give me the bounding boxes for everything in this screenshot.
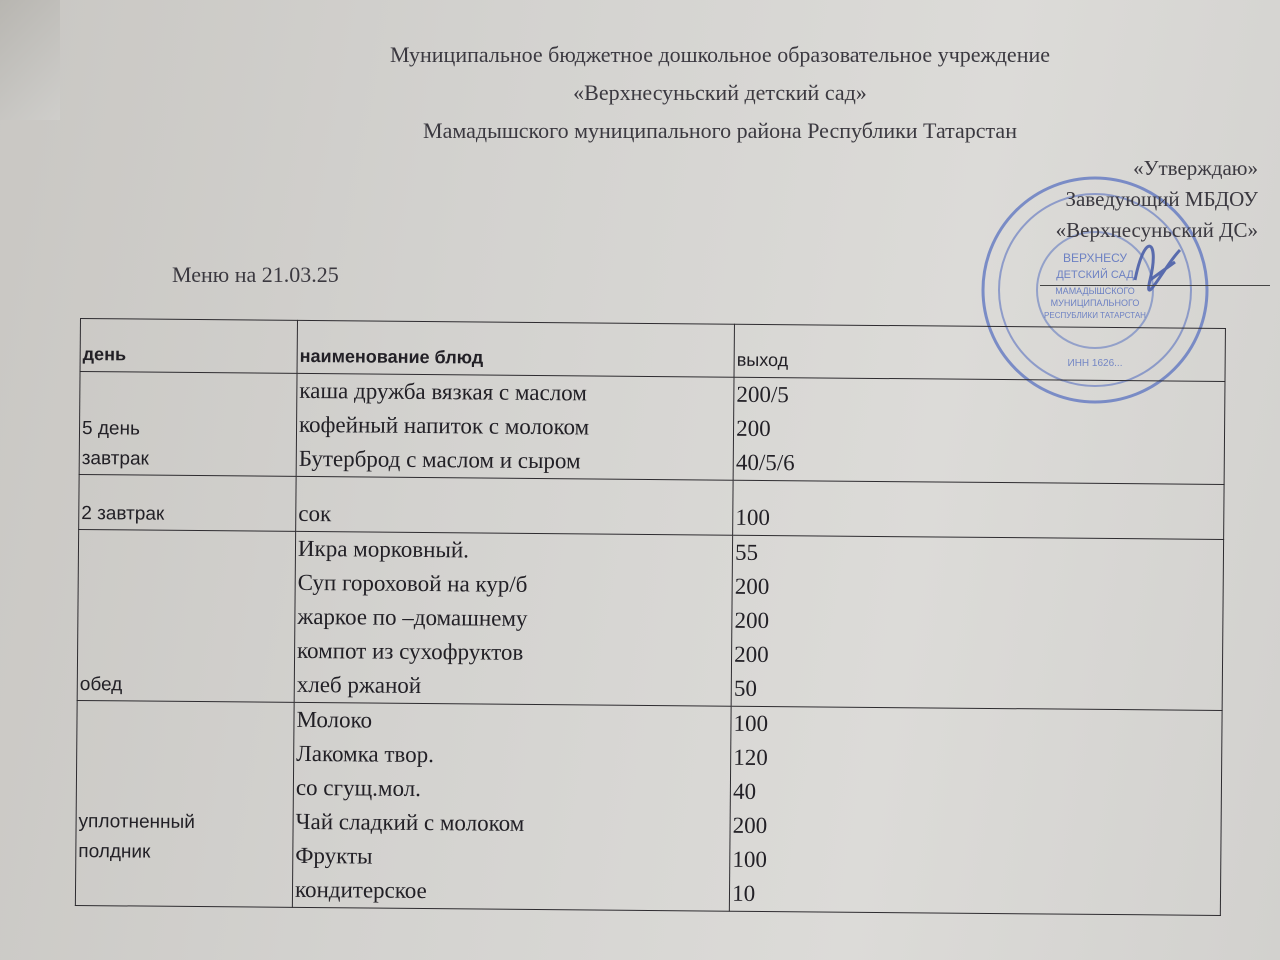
output-cell (731, 535, 1223, 710)
output-value: 40/5/6 (735, 449, 795, 476)
svg-text:МУНИЦИПАЛЬНОГО: МУНИЦИПАЛЬНОГО (1050, 298, 1140, 308)
output-value: 40 (732, 778, 757, 804)
menu-title: Меню на 21.03.25 (172, 262, 339, 287)
output-value: 55 (734, 539, 759, 565)
output-value: 200 (736, 415, 771, 442)
header-output: выход (734, 324, 1225, 381)
dish-name: компот из сухофруктов (296, 637, 524, 665)
output-cell (733, 480, 1224, 539)
day-label: обед (79, 674, 123, 696)
output-cell (733, 377, 1225, 484)
svg-text:МАМАДЫШСКОГО: МАМАДЫШСКОГО (1055, 286, 1135, 296)
day-cell (75, 700, 294, 907)
header-day: день (80, 319, 297, 374)
output-value: 100 (732, 846, 768, 873)
approval-line-1: «Утверждаю» (1133, 156, 1258, 180)
dishes-cell (292, 702, 731, 911)
output-value: 200 (734, 607, 770, 634)
header-line-3: Мамадышского муниципального района Республики Татарстан (423, 118, 1017, 143)
header-line-2: «Верхнесуньский детский сад» (573, 80, 867, 105)
signature-line (1040, 285, 1270, 286)
output-value: 50 (733, 675, 758, 701)
output-value: 200 (734, 573, 770, 600)
day-label: полдник (78, 841, 151, 863)
day-label: 5 день (81, 418, 141, 440)
header-line-1: Муниципальное бюджетное дошкольное образовательное учреждение (390, 42, 1050, 67)
output-value: 100 (735, 504, 771, 531)
approval-line-2: Заведующий МБДОУ (1065, 187, 1258, 211)
day-cell (79, 474, 296, 531)
output-value: 200 (732, 812, 768, 839)
output-value: 200/5 (736, 381, 789, 408)
output-value: 200 (734, 641, 769, 668)
dish-name: Фрукты (295, 842, 373, 869)
dish-name: Лакомка твор. (296, 740, 435, 768)
day-label: уплотненный (78, 811, 195, 834)
output-cell (729, 706, 1222, 915)
dishes-cell (296, 373, 734, 480)
dish-name: со сгущ.мол. (295, 774, 422, 801)
dish-name: Суп гороховой на кур/б (297, 569, 528, 597)
day-cell (79, 372, 297, 477)
dish-name: кофейный напиток с молоком (298, 411, 590, 440)
svg-text:ИНН 1626...: ИНН 1626... (1067, 358, 1123, 369)
table-row (79, 474, 1224, 539)
svg-text:ДЕТСКИЙ САД: ДЕТСКИЙ САД (1056, 269, 1134, 281)
dish-name: жаркое по –домашнему (297, 603, 528, 631)
dishes-cell (294, 531, 733, 706)
dish-name: каша дружба вязкая с маслом (299, 377, 587, 406)
table-row (77, 529, 1223, 710)
output-value: 120 (733, 744, 768, 771)
table-row (75, 700, 1222, 915)
output-value: 10 (732, 880, 756, 906)
page-fold (0, 0, 60, 120)
dish-name: сок (298, 500, 332, 527)
dish-name: Чай сладкий с молоком (295, 808, 525, 836)
dish-name: Бутерброд с маслом и сыром (298, 445, 581, 474)
svg-text:РЕСПУБЛИКИ ТАТАРСТАН: РЕСПУБЛИКИ ТАТАРСТАН (1044, 311, 1146, 320)
dish-name: Икра морковный. (297, 535, 470, 563)
table-row (79, 372, 1225, 485)
approval-line-3: «Верхнесуньский ДС» (1055, 218, 1258, 242)
header-dish-name: наименование блюд (297, 320, 735, 377)
output-value: 100 (733, 710, 769, 737)
dishes-cell (296, 476, 734, 535)
dish-name: хлеб ржаной (296, 671, 422, 698)
day-label: 2 завтрак (81, 503, 165, 525)
dish-name: Молоко (296, 706, 373, 733)
day-label: завтрак (81, 448, 149, 470)
day-cell (77, 529, 295, 702)
menu-table (75, 318, 1226, 916)
dish-name: кондитерское (294, 876, 427, 904)
svg-text:ВЕРХНЕСУ: ВЕРХНЕСУ (1062, 251, 1128, 265)
